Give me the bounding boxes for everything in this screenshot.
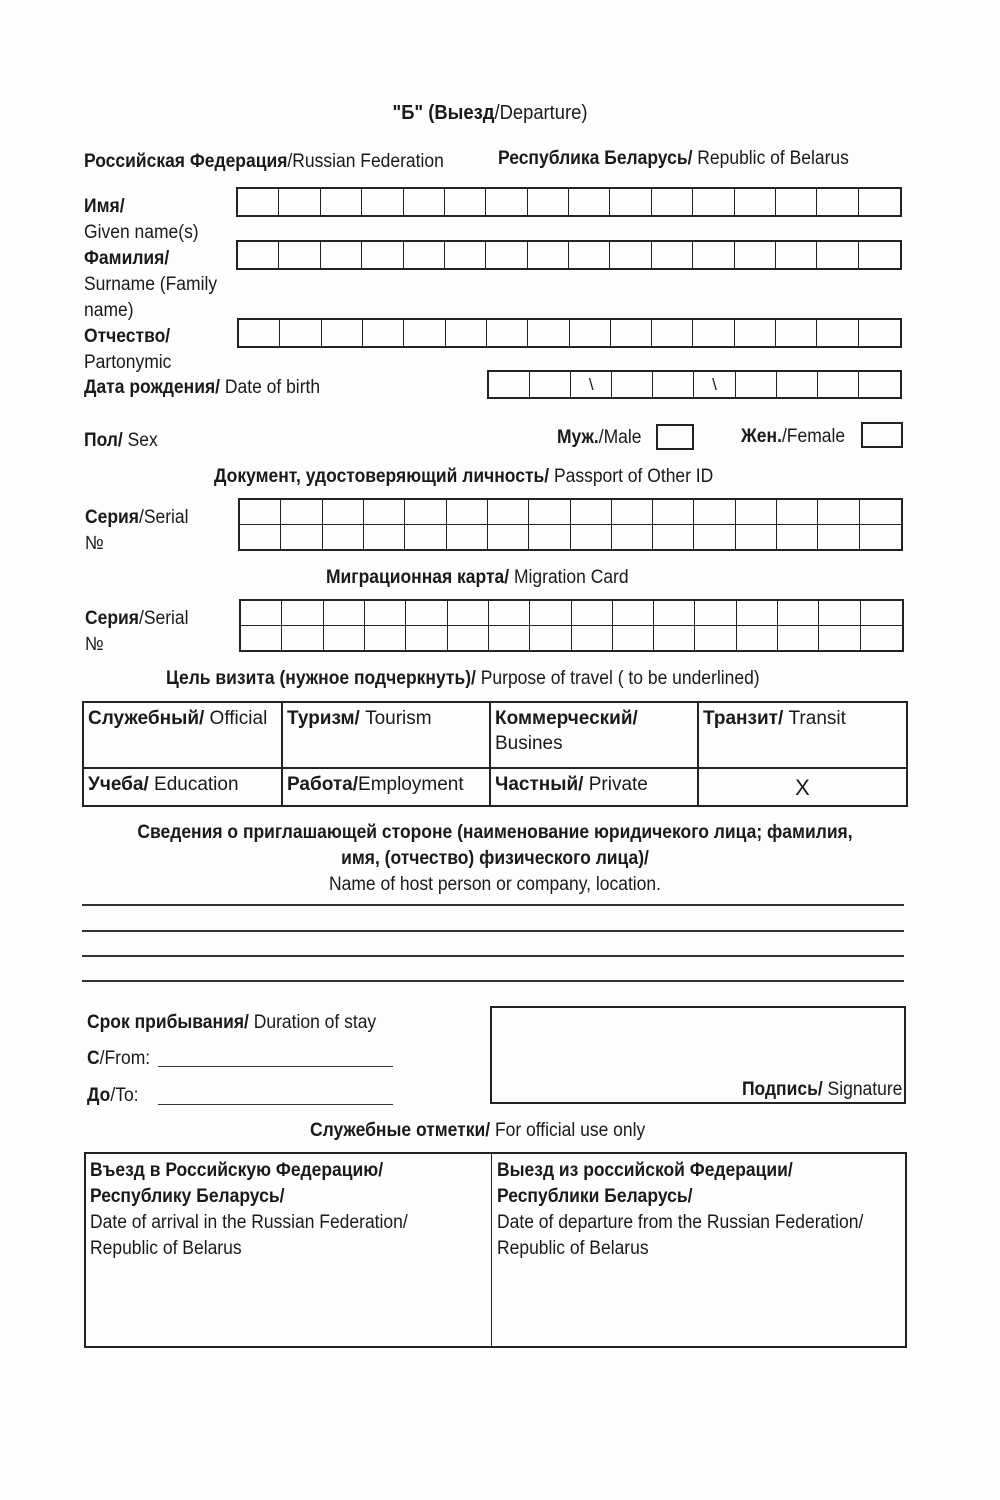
signature-label [742, 1078, 902, 1102]
char-cell[interactable] [446, 320, 487, 346]
official-heading-ru: Служебные отметки/ [310, 1120, 491, 1141]
signature-label-en: Signature [822, 1079, 902, 1100]
serial-cell[interactable] [695, 601, 736, 626]
purpose-tourism-en: Tourism [359, 708, 432, 729]
number-cell[interactable] [818, 525, 859, 550]
char-cell[interactable] [570, 320, 611, 346]
surname-label-en-1: Surname (Family [84, 274, 218, 295]
number-cell[interactable] [406, 626, 447, 651]
departure-ru-2: Республики Беларусь/ [497, 1186, 693, 1207]
country-ru-en: /Russian Federation [287, 151, 444, 172]
id-document-input-grid[interactable] [238, 498, 903, 551]
official-heading-en: For official use only [490, 1120, 646, 1141]
char-cell[interactable] [445, 242, 486, 268]
x-mark-icon: X [795, 774, 810, 800]
migration-serial-ru: Серия [85, 608, 139, 629]
serial-cell[interactable] [861, 601, 902, 626]
number-cell[interactable] [654, 626, 695, 651]
serial-cell[interactable] [406, 601, 447, 626]
given-name-input-grid[interactable] [236, 187, 902, 217]
host-heading-ru-2: имя, (отчество) физического лица)/ [341, 848, 649, 869]
purpose-business-en: Busines [495, 733, 563, 754]
char-cell[interactable] [652, 320, 693, 346]
patronymic-label [84, 324, 171, 376]
number-cell[interactable] [488, 525, 529, 550]
purpose-employment-en: Employment [358, 774, 464, 796]
char-cell[interactable] [321, 189, 362, 215]
official-divider [491, 1154, 492, 1348]
serial-cell[interactable] [819, 601, 860, 626]
purpose-transit[interactable] [698, 702, 907, 768]
number-cell[interactable] [571, 525, 612, 550]
dob-input-grid[interactable] [487, 370, 902, 399]
host-heading-en: Name of host person or company, location. [329, 874, 661, 895]
char-cell[interactable] [776, 242, 817, 268]
host-line-1[interactable] [82, 904, 904, 906]
char-cell[interactable] [610, 189, 651, 215]
purpose-tourism-ru: Туризм/ [287, 708, 360, 729]
purpose-heading-en: Purpose of travel ( to be underlined) [475, 668, 760, 689]
migration-card-heading [326, 566, 629, 590]
surname-input-grid[interactable] [236, 240, 902, 270]
number-cell[interactable] [861, 626, 902, 651]
number-cell[interactable] [613, 626, 654, 651]
number-cell[interactable] [405, 525, 446, 550]
purpose-employment[interactable] [282, 768, 490, 806]
id-document-heading [214, 465, 713, 489]
serial-cell[interactable] [241, 601, 282, 626]
number-cell[interactable] [778, 626, 819, 651]
arrival-en-1: Date of arrival in the Russian Federation/ [90, 1212, 408, 1233]
host-line-2[interactable] [82, 930, 904, 932]
serial-cell[interactable] [447, 500, 488, 525]
purpose-education-en: Education [148, 774, 239, 796]
char-cell[interactable] [817, 320, 858, 346]
char-cell[interactable] [569, 242, 610, 268]
serial-cell[interactable] [572, 601, 613, 626]
char-cell[interactable] [404, 320, 445, 346]
id-serial-en: /Serial [138, 507, 189, 528]
official-use-heading [310, 1119, 645, 1143]
arrival-en-2: Republic of Belarus [90, 1238, 242, 1259]
char-cell[interactable] [322, 320, 363, 346]
serial-cell[interactable] [571, 500, 612, 525]
number-cell[interactable] [241, 626, 282, 651]
patronymic-label-en: Partonymic [84, 352, 172, 373]
sex-label-ru: Пол/ [84, 430, 123, 451]
country-russia [84, 150, 444, 174]
char-cell[interactable] [528, 320, 569, 346]
char-cell[interactable] [238, 242, 279, 268]
number-cell[interactable] [736, 525, 777, 550]
serial-cell[interactable] [282, 601, 323, 626]
char-cell[interactable] [528, 242, 569, 268]
purpose-business[interactable] [490, 702, 698, 768]
purpose-private[interactable] [490, 768, 698, 806]
signature-label-ru: Подпись/ [741, 1079, 823, 1100]
purpose-official-ru: Служебный/ [88, 708, 205, 729]
char-cell[interactable] [279, 189, 320, 215]
char-cell[interactable] [611, 320, 652, 346]
number-cell[interactable] [612, 525, 653, 550]
char-cell[interactable] [610, 242, 651, 268]
country-by-label: Республика Беларусь/ [498, 148, 693, 169]
patronymic-input-grid[interactable] [237, 318, 902, 348]
char-cell[interactable] [404, 189, 445, 215]
char-cell[interactable]: \ [694, 372, 735, 397]
number-cell[interactable] [323, 525, 364, 550]
from-label [87, 1047, 150, 1071]
char-cell[interactable] [859, 242, 900, 268]
serial-cell[interactable] [860, 500, 901, 525]
id-doc-heading-en: Passport of Other ID [549, 466, 714, 487]
char-cell[interactable] [736, 372, 777, 397]
serial-cell[interactable] [654, 601, 695, 626]
purpose-official[interactable] [83, 702, 282, 768]
id-serial-label [85, 505, 189, 557]
departure-ru-1: Выезд из российской Федерации/ [497, 1160, 793, 1181]
char-cell[interactable] [735, 189, 776, 215]
serial-cell[interactable] [778, 601, 819, 626]
serial-cell[interactable] [448, 601, 489, 626]
serial-cell[interactable] [324, 601, 365, 626]
given-name-label-en: Given name(s) [84, 222, 199, 243]
migration-serial-label [85, 606, 189, 658]
number-cell[interactable] [447, 525, 488, 550]
country-by-en: Republic of Belarus [692, 148, 849, 169]
number-cell[interactable] [281, 525, 322, 550]
surname-label [84, 246, 217, 324]
id-doc-heading-ru: Документ, удостоверяющий личность/ [214, 466, 550, 487]
surname-label-en-2: name) [84, 300, 134, 321]
char-cell[interactable] [321, 242, 362, 268]
male-checkbox[interactable] [656, 424, 694, 450]
id-number-label: № [85, 533, 104, 554]
arrival-ru-1: Въезд в Российскую Федерацию/ [90, 1160, 384, 1181]
serial-cell[interactable] [489, 601, 530, 626]
purpose-tourism[interactable] [282, 702, 490, 768]
char-cell[interactable] [652, 242, 693, 268]
from-input-line[interactable] [158, 1066, 393, 1067]
number-cell[interactable] [777, 525, 818, 550]
number-cell[interactable] [653, 525, 694, 550]
id-serial-ru: Серия [85, 507, 139, 528]
duration-label-en: Duration of stay [248, 1012, 377, 1033]
char-cell[interactable] [817, 242, 858, 268]
char-cell[interactable] [528, 189, 569, 215]
char-cell[interactable] [530, 372, 571, 397]
migration-card-input-grid[interactable] [239, 599, 904, 652]
char-cell[interactable] [239, 320, 280, 346]
char-cell[interactable] [486, 189, 527, 215]
number-cell[interactable] [860, 525, 901, 550]
sex-label [84, 429, 158, 453]
serial-cell[interactable] [488, 500, 529, 525]
number-cell[interactable] [572, 626, 613, 651]
purpose-transit-en: Transit [783, 708, 846, 729]
given-name-label-ru: Имя/ [84, 196, 125, 217]
char-cell[interactable] [238, 189, 279, 215]
migration-serial-en: /Serial [138, 608, 189, 629]
departure-cell[interactable] [497, 1158, 863, 1262]
serial-cell[interactable] [240, 500, 281, 525]
female-checkbox[interactable] [861, 422, 903, 448]
male-label [557, 426, 642, 450]
number-cell[interactable] [694, 525, 735, 550]
sex-label-en: Sex [122, 430, 158, 451]
given-name-label [84, 194, 199, 246]
serial-cell[interactable] [364, 500, 405, 525]
purpose-heading-ru: Цель визита (нужное подчеркнуть)/ [166, 668, 476, 689]
char-cell[interactable] [489, 372, 530, 397]
char-cell[interactable] [859, 372, 900, 397]
migration-number-label: № [85, 634, 104, 655]
char-cell[interactable] [859, 189, 900, 215]
country-ru-label: Российская Федерация [84, 151, 288, 172]
number-cell[interactable] [364, 525, 405, 550]
char-cell[interactable] [486, 242, 527, 268]
char-cell[interactable] [445, 189, 486, 215]
purpose-row [83, 768, 907, 806]
country-belarus [498, 147, 849, 171]
dob-label [84, 376, 320, 400]
serial-cell[interactable] [613, 601, 654, 626]
char-cell[interactable] [404, 242, 445, 268]
serial-cell[interactable] [405, 500, 446, 525]
female-label-ru: Жен. [741, 426, 782, 447]
number-cell[interactable] [448, 626, 489, 651]
purpose-employment-ru: Работа/ [287, 774, 359, 796]
host-heading [40, 820, 951, 898]
char-cell[interactable] [279, 242, 320, 268]
number-cell[interactable] [737, 626, 778, 651]
serial-cell[interactable] [737, 601, 778, 626]
purpose-transit-ru: Транзит/ [703, 708, 784, 729]
number-cell[interactable] [530, 626, 571, 651]
serial-cell[interactable] [323, 500, 364, 525]
number-cell[interactable] [819, 626, 860, 651]
to-label-en: /To: [110, 1085, 139, 1106]
serial-cell[interactable] [736, 500, 777, 525]
char-cell[interactable] [569, 189, 610, 215]
from-label-ru: С [87, 1048, 100, 1069]
host-line-3[interactable] [82, 955, 904, 957]
char-cell[interactable]: \ [571, 372, 612, 397]
patronymic-label-ru: Отчество/ [84, 326, 171, 347]
form-title [39, 101, 941, 125]
number-cell[interactable] [529, 525, 570, 550]
char-cell[interactable] [363, 320, 404, 346]
to-input-line[interactable] [158, 1104, 393, 1105]
to-label [87, 1084, 139, 1108]
purpose-marked-cell[interactable] [698, 768, 907, 806]
serial-cell[interactable] [653, 500, 694, 525]
char-cell[interactable] [362, 189, 403, 215]
number-cell[interactable] [282, 626, 323, 651]
purpose-private-en: Private [583, 774, 648, 796]
arrival-cell[interactable] [90, 1158, 408, 1262]
host-line-4[interactable] [82, 980, 904, 982]
serial-cell[interactable] [365, 601, 406, 626]
female-label [741, 425, 845, 449]
char-cell[interactable] [777, 372, 818, 397]
purpose-private-ru: Частный/ [495, 774, 584, 796]
char-cell[interactable] [693, 320, 734, 346]
number-cell[interactable] [489, 626, 530, 651]
male-label-ru: Муж. [557, 427, 599, 448]
serial-cell[interactable] [777, 500, 818, 525]
purpose-education[interactable] [83, 768, 282, 806]
title-en: /Departure) [494, 102, 588, 124]
departure-en-1: Date of departure from the Russian Federation/ [497, 1212, 864, 1233]
char-cell[interactable] [652, 189, 693, 215]
char-cell[interactable] [280, 320, 321, 346]
purpose-business-ru: Коммерческий/ [495, 708, 638, 729]
serial-cell[interactable] [694, 500, 735, 525]
signature-box[interactable] [490, 1006, 906, 1104]
serial-cell[interactable] [530, 601, 571, 626]
departure-en-2: Republic of Belarus [497, 1238, 649, 1259]
char-cell[interactable] [859, 320, 900, 346]
purpose-table [82, 701, 908, 807]
serial-cell[interactable] [818, 500, 859, 525]
from-label-en: /From: [99, 1048, 151, 1069]
char-cell[interactable] [362, 242, 403, 268]
char-cell[interactable] [487, 320, 528, 346]
char-cell[interactable] [693, 242, 734, 268]
female-label-en: /Female [781, 426, 846, 447]
char-cell[interactable] [776, 320, 817, 346]
serial-cell[interactable] [529, 500, 570, 525]
number-cell[interactable] [365, 626, 406, 651]
char-cell[interactable] [735, 242, 776, 268]
duration-label-ru: Срок прибывания/ [87, 1012, 249, 1033]
char-cell[interactable] [735, 320, 776, 346]
purpose-heading [166, 667, 760, 691]
char-cell[interactable] [818, 372, 859, 397]
purpose-official-en: Official [204, 708, 268, 729]
host-heading-ru-1: Сведения о приглашающей стороне (наименование юридичекого лица; фамилия, [137, 822, 853, 843]
arrival-ru-2: Республику Беларусь/ [90, 1186, 285, 1207]
purpose-education-ru: Учеба/ [88, 774, 149, 796]
serial-cell[interactable] [612, 500, 653, 525]
char-cell[interactable] [776, 189, 817, 215]
migration-heading-ru: Миграционная карта/ [326, 567, 510, 588]
purpose-row [83, 702, 907, 768]
duration-label [87, 1011, 376, 1035]
title-ru: "Б" (Выезд [392, 102, 495, 124]
dob-label-ru: Дата рождения/ [84, 377, 221, 398]
surname-label-ru: Фамилия/ [84, 248, 170, 269]
number-cell[interactable] [695, 626, 736, 651]
number-cell[interactable] [324, 626, 365, 651]
dob-label-en: Date of birth [220, 377, 321, 398]
to-label-ru: До [87, 1085, 111, 1106]
char-cell[interactable] [817, 189, 858, 215]
serial-cell[interactable] [281, 500, 322, 525]
male-label-en: /Male [598, 427, 642, 448]
migration-heading-en: Migration Card [509, 567, 629, 588]
char-cell[interactable] [653, 372, 694, 397]
char-cell[interactable] [693, 189, 734, 215]
char-cell[interactable] [612, 372, 653, 397]
official-use-table [84, 1152, 907, 1348]
number-cell[interactable] [240, 525, 281, 550]
